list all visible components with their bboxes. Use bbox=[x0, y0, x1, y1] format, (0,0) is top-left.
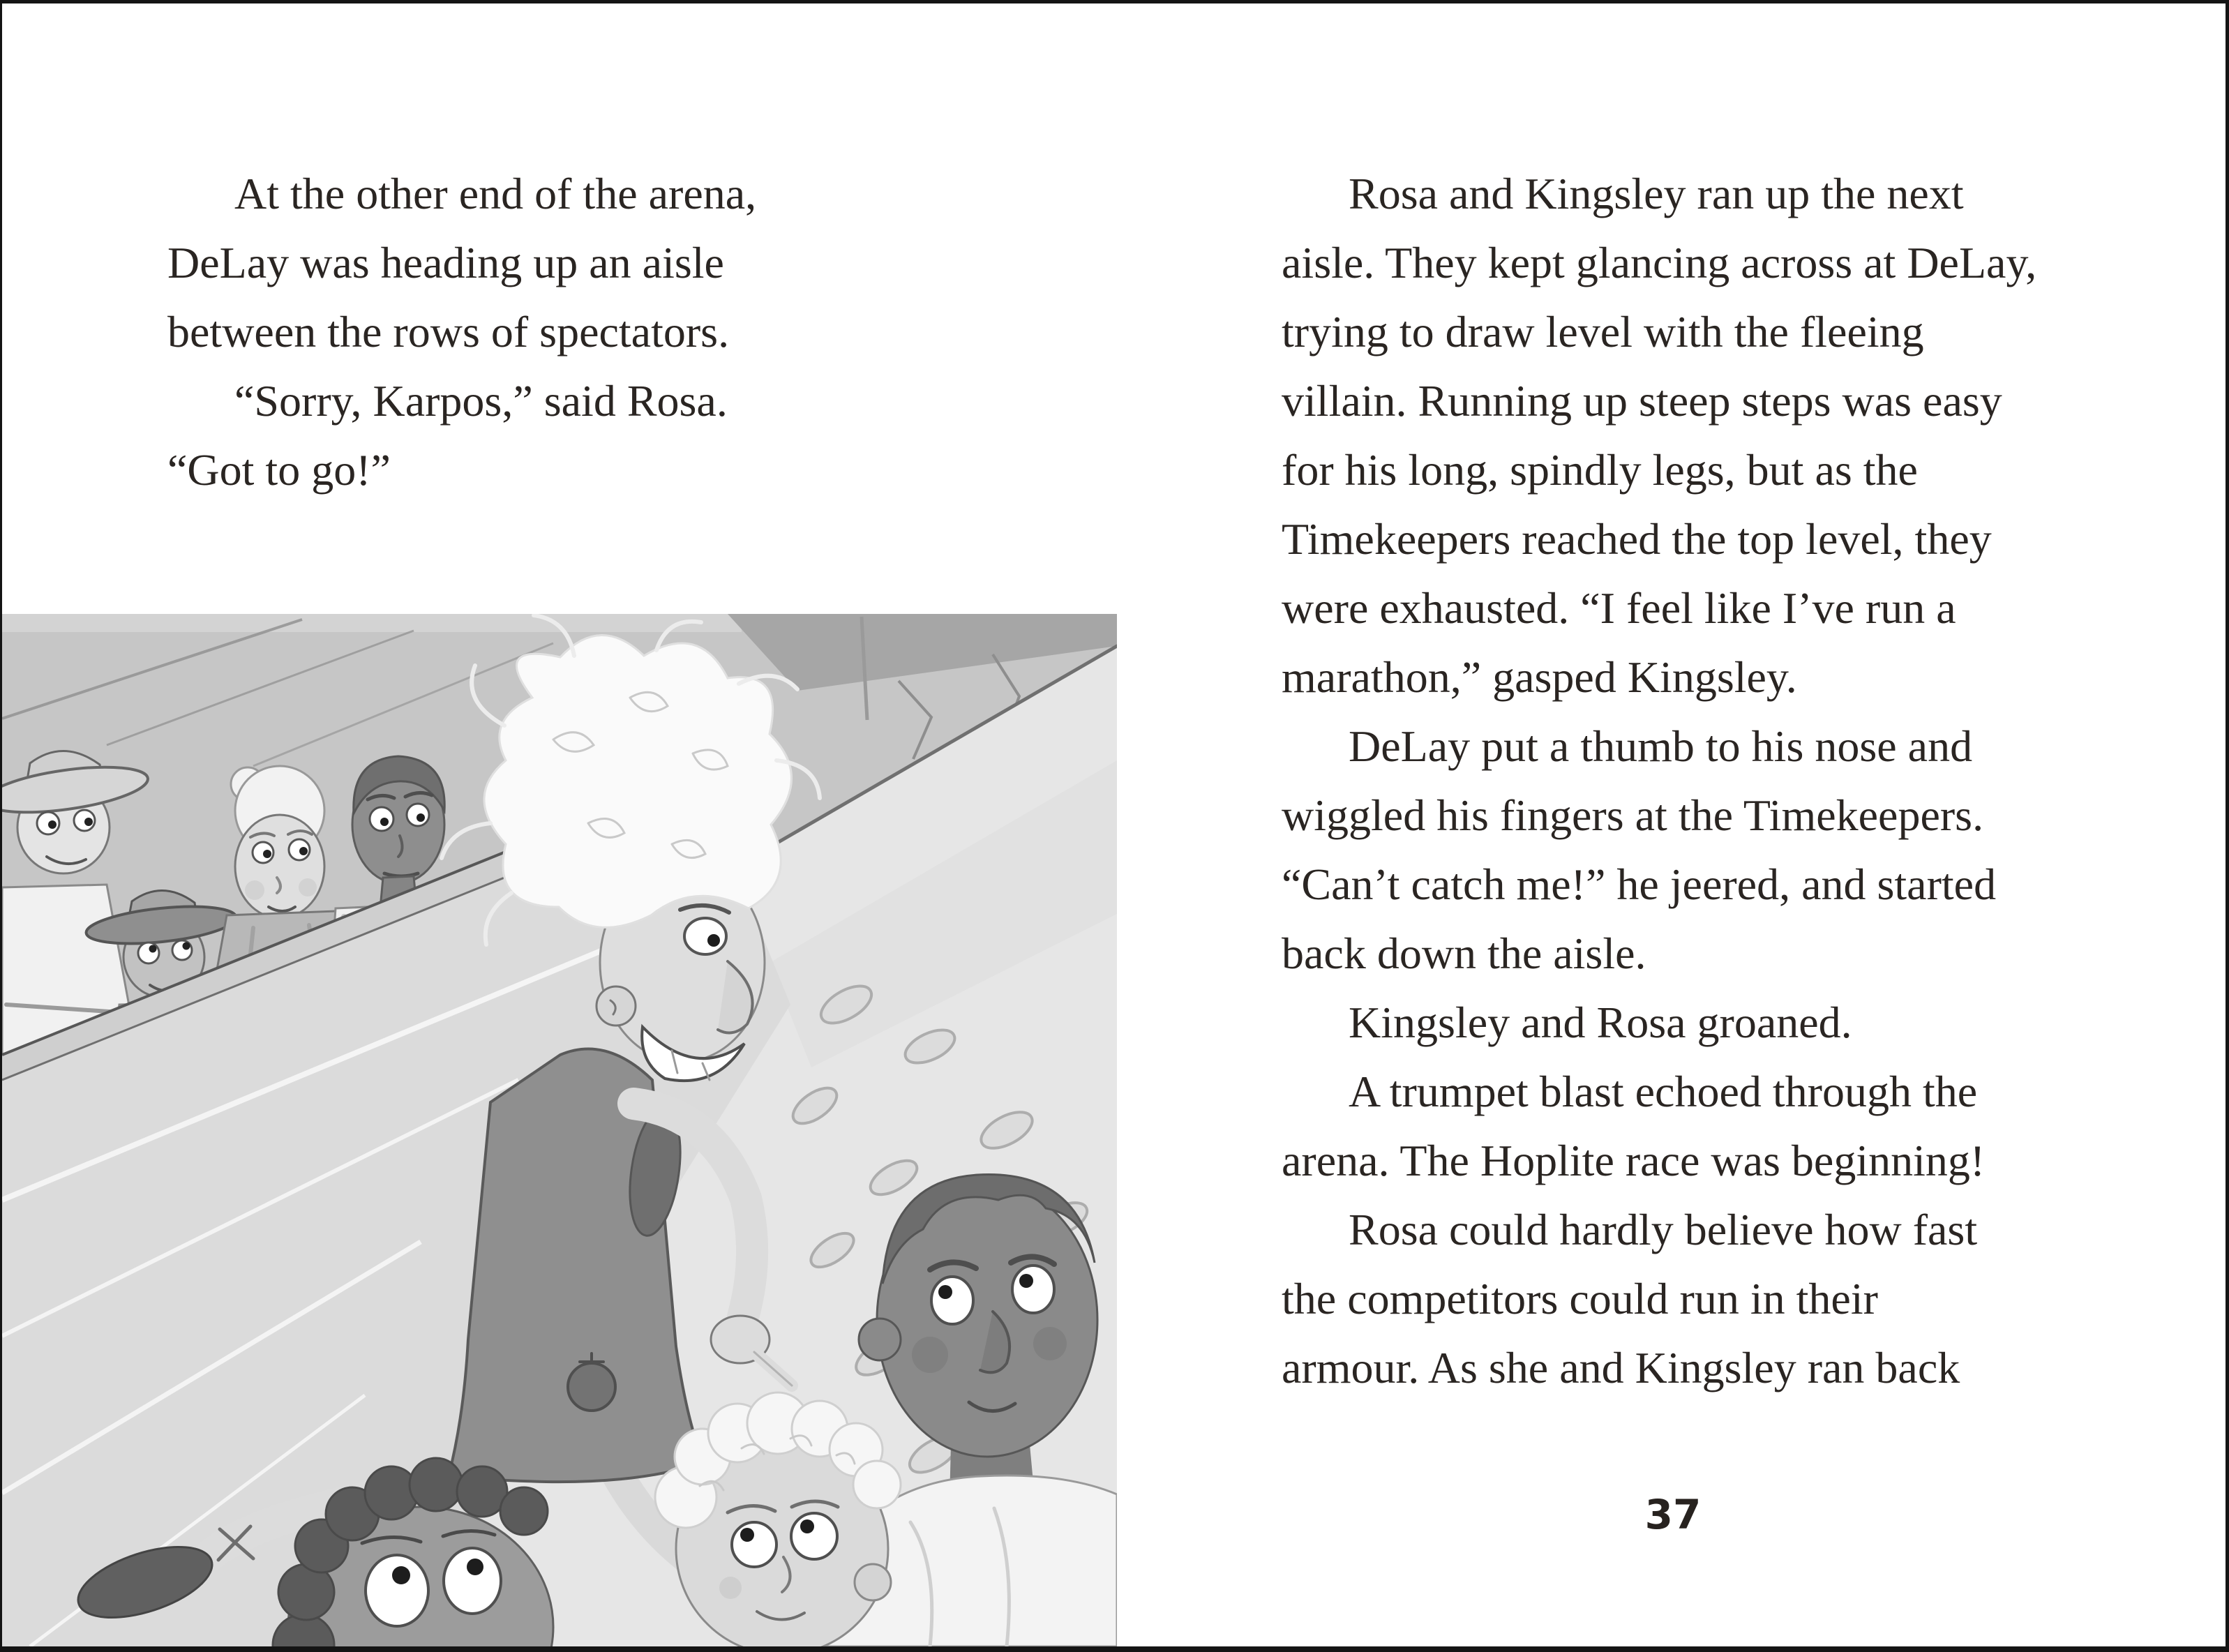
text-line: “Got to go!” bbox=[167, 445, 391, 495]
text-line: trying to draw level with the fleeing bbox=[1282, 307, 1924, 356]
text-line: Kingsley and Rosa groaned. bbox=[1349, 998, 1852, 1047]
text-line: were exhausted. “I feel like I’ve run a bbox=[1282, 583, 1956, 633]
text-line: “Sorry, Karpos,” said Rosa. bbox=[234, 376, 728, 426]
text-line: between the rows of spectators. bbox=[167, 307, 730, 356]
text-line: Timekeepers reached the top level, they bbox=[1282, 514, 1992, 564]
text-line: villain. Running up steep steps was easy bbox=[1282, 376, 2002, 426]
text-line: marathon,” gasped Kingsley. bbox=[1282, 652, 1797, 702]
delay-eye bbox=[684, 918, 726, 954]
page bbox=[2, 3, 2226, 1646]
text-line: DeLay was heading up an aisle bbox=[167, 238, 724, 287]
text-line: back down the aisle. bbox=[1282, 929, 1646, 978]
text-line: the competitors could run in their bbox=[1282, 1274, 1878, 1323]
text-line: armour. As she and Kingsley ran back bbox=[1282, 1343, 1960, 1392]
right-text-column bbox=[1282, 159, 2209, 1402]
text-line: DeLay put a thumb to his nose and bbox=[1349, 721, 1973, 771]
text-line: A trumpet blast echoed through the bbox=[1349, 1067, 1978, 1116]
text-line: for his long, spindly legs, but as the bbox=[1282, 445, 1918, 495]
text-line: Rosa could hardly believe how fast bbox=[1349, 1205, 1978, 1254]
text-line: arena. The Hoplite race was beginning! bbox=[1282, 1136, 1986, 1185]
text-line: At the other end of the arena, bbox=[234, 169, 757, 218]
page-number: 37 bbox=[1644, 1491, 1702, 1538]
text-line: “Can’t catch me!” he jeered, and started bbox=[1282, 859, 1997, 909]
text-line: Rosa and Kingsley ran up the next bbox=[1349, 169, 1964, 218]
left-text-column bbox=[167, 159, 1095, 504]
text-line: aisle. They kept glancing across at DeLay, bbox=[1282, 238, 2037, 287]
arena-illustration-svg bbox=[2, 614, 1117, 1646]
delay-pouch bbox=[568, 1363, 615, 1411]
text-line: wiggled his fingers at the Timekeepers. bbox=[1282, 790, 1984, 840]
arena-illustration bbox=[2, 614, 1117, 1646]
